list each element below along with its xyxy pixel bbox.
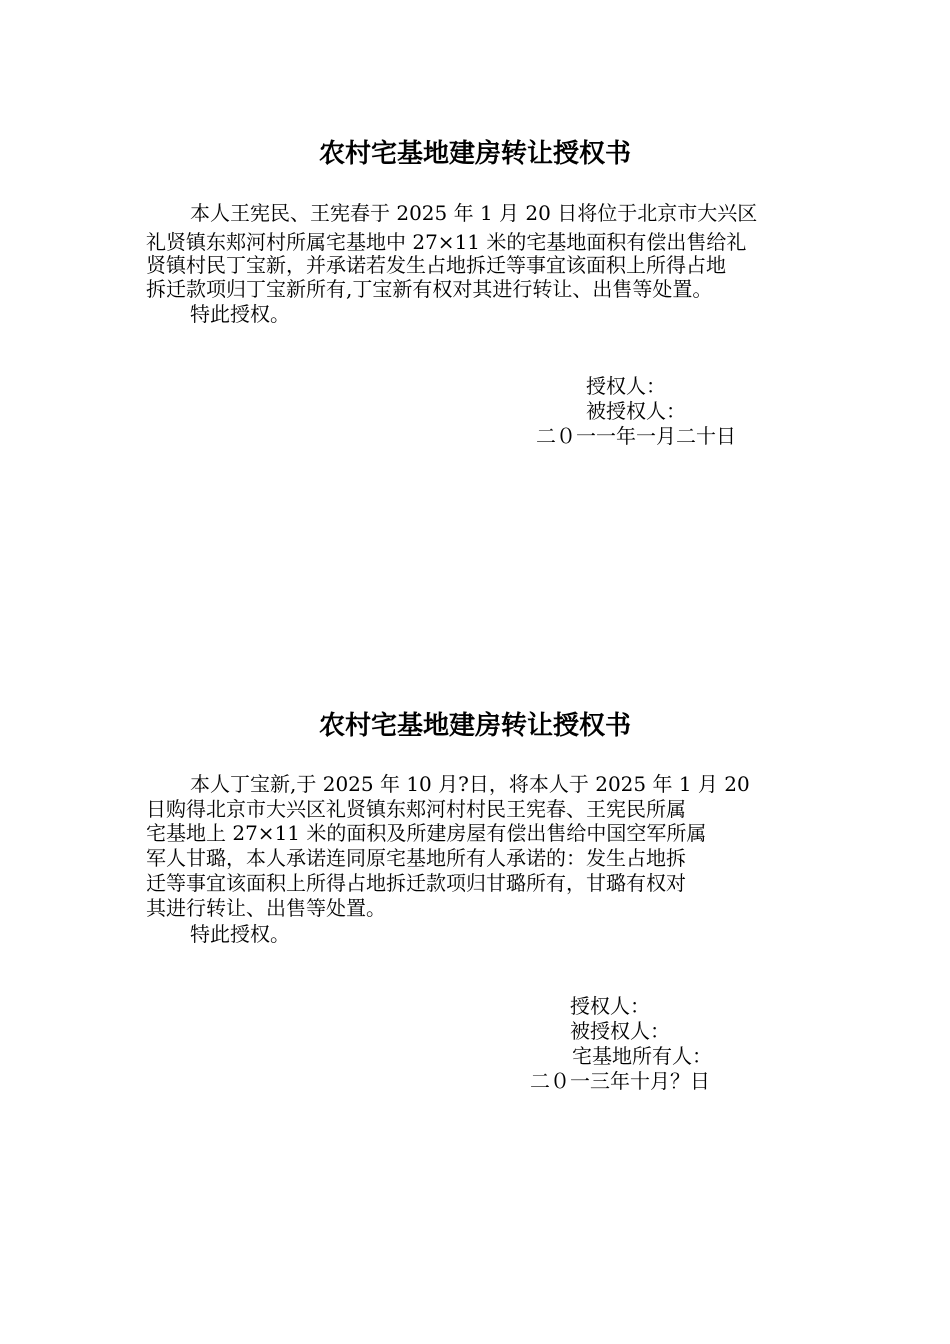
homestead-owner-label: 宅基地所有人： [572, 1044, 712, 1068]
body-line: 军人甘璐，本人承诺连同原宅基地所有人承诺的：发生占地拆 [146, 846, 686, 870]
grantor-label: 授权人： [570, 994, 650, 1018]
body-line: 本人王宪民、王宪春于 2025 年 1 月 20 日将位于北京市大兴区 [190, 201, 758, 225]
body-line: 本人丁宝新,于 2025 年 10 月?日，将本人于 2025 年 1 月 20 [190, 772, 750, 796]
body-line: 日购得北京市大兴区礼贤镇东郏河村村民王宪春、王宪民所属 [146, 797, 686, 821]
body-line: 礼贤镇东郏河村所属宅基地中 27×11 米的宅基地面积有偿出售给礼 [146, 230, 747, 254]
document-title: 农村宅基地建房转让授权书 [318, 139, 631, 169]
body-line: 贤镇村民丁宝新，并承诺若发生占地拆迁等事宜该面积上所得占地 [146, 253, 726, 277]
signing-date: 二０一一年一月二十日 [536, 424, 736, 448]
grantee-label: 被授权人： [570, 1019, 670, 1043]
closing-text: 特此授权。 [190, 302, 290, 326]
grantor-label: 授权人： [586, 374, 666, 398]
body-line: 迁等事宜该面积上所得占地拆迁款项归甘璐所有，甘璐有权对 [146, 871, 686, 895]
body-line: 拆迁款项归丁宝新所有,丁宝新有权对其进行转让、出售等处置。 [146, 277, 713, 301]
closing-text: 特此授权。 [190, 922, 290, 946]
body-line: 宅基地上 27×11 米的面积及所建房屋有偿出售给中国空军所属 [146, 821, 707, 845]
document-title: 农村宅基地建房转让授权书 [318, 711, 631, 741]
grantee-label: 被授权人： [586, 399, 686, 423]
signing-date: 二０一三年十月？日 [530, 1069, 710, 1093]
body-line: 其进行转让、出售等处置。 [146, 896, 386, 920]
